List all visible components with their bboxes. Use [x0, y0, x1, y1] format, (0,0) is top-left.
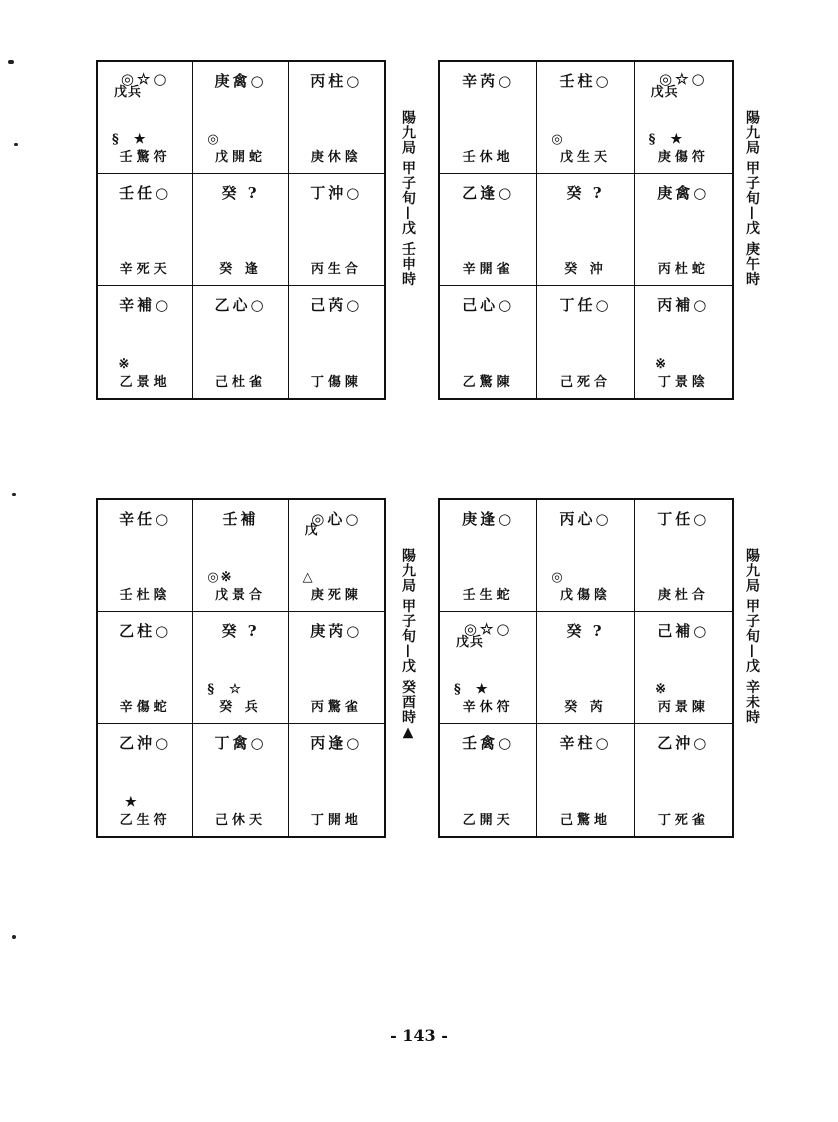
cell-bottom-text: 己杜雀 — [214, 375, 266, 390]
cell-top-text: 丁任○ — [657, 510, 710, 528]
palace-cell — [193, 500, 288, 612]
cell-bottom-text: 丁開地 — [310, 813, 362, 828]
cell-bottom-text: 辛休符 — [462, 700, 514, 715]
palace-cell — [635, 500, 732, 612]
palace-cell — [98, 62, 193, 174]
palace-cell — [537, 62, 634, 174]
cell-top-text: ◎心○ — [311, 510, 362, 528]
cell-bottom-text: 癸 沖 — [564, 262, 607, 277]
cell-top-text: 丙心○ — [559, 510, 612, 528]
palace-cell — [635, 62, 732, 174]
palace-cell — [289, 500, 384, 612]
palace-cell — [193, 286, 288, 398]
cell-above-text: ※ — [648, 357, 669, 372]
palace-cell — [98, 612, 193, 724]
cell-bottom-text: 丙景陳 — [657, 700, 709, 715]
cell-top-text: ◎☆○ — [463, 620, 513, 638]
panel-1-label: 陽九局 甲子旬—戊 壬申時 — [400, 110, 416, 287]
cell-above-text: ★ — [112, 795, 139, 810]
cell-top-text: ◎☆○ — [120, 70, 170, 88]
palace-cell — [537, 612, 634, 724]
cell-top-text: 乙沖○ — [657, 734, 710, 752]
cell-bottom-text: 庚死陳 — [310, 588, 362, 603]
cell-bottom-text: 己休天 — [214, 813, 266, 828]
cell-bottom-text: 丁景陰 — [657, 375, 709, 390]
cell-top-text: 壬禽○ — [462, 734, 515, 752]
cell-top-text: 丙逢○ — [310, 734, 363, 752]
cell-above-text: § ★ — [648, 132, 685, 147]
cell-top-text: 癸 ? — [566, 184, 605, 202]
cell-bottom-text: 乙生符 — [119, 813, 171, 828]
cell-top-text: 壬柱○ — [559, 72, 612, 90]
palace-cell — [635, 612, 732, 724]
cell-above-text: ◎ — [551, 570, 565, 585]
cell-bottom-text: 乙景地 — [119, 375, 171, 390]
scan-speck — [12, 493, 16, 496]
palace-cell — [440, 62, 537, 174]
cell-bottom-text: 壬生蛇 — [462, 588, 514, 603]
cell-bottom-text: 戊傷陰 — [559, 588, 611, 603]
cell-bottom-text: 辛傷蛇 — [119, 700, 171, 715]
cell-top-text: 癸 ? — [566, 622, 605, 640]
cell-bottom-text: 乙驚陳 — [462, 375, 514, 390]
palace-cell — [289, 724, 384, 836]
cell-top-text: 庚禽○ — [214, 72, 267, 90]
cell-bottom-text: 壬休地 — [462, 150, 514, 165]
cell-above-text: ※ — [648, 682, 669, 697]
palace-cell — [537, 174, 634, 286]
cell-top-text: 辛補○ — [119, 296, 172, 314]
scan-speck — [14, 143, 18, 146]
cell-bottom-text: 丙驚雀 — [310, 700, 362, 715]
cell-bottom-text: 丁傷陳 — [310, 375, 362, 390]
cell-bottom-text: 辛開雀 — [462, 262, 514, 277]
panel-3-label: 陽九局 甲子旬—戊 癸酉時▲ — [400, 548, 416, 742]
cell-top-text: 辛任○ — [119, 510, 172, 528]
palace-cell — [289, 612, 384, 724]
cell-top-text: 己芮○ — [310, 296, 363, 314]
cell-bottom-text: 癸 芮 — [564, 700, 607, 715]
cell-top-text: 己補○ — [657, 622, 710, 640]
qimen-chart-panel-1 — [96, 60, 386, 400]
cell-mid-text: 戊兵 — [650, 85, 679, 100]
cell-above-text: ◎ — [551, 132, 565, 147]
palace-cell — [98, 286, 193, 398]
palace-cell — [289, 62, 384, 174]
cell-top-text: 乙沖○ — [119, 734, 172, 752]
cell-top-text: 丁禽○ — [214, 734, 267, 752]
cell-bottom-text: 癸 兵 — [219, 700, 262, 715]
palace-cell — [98, 174, 193, 286]
cell-bottom-text: 戊開蛇 — [214, 150, 266, 165]
palace-cell — [289, 174, 384, 286]
palace-cell — [537, 286, 634, 398]
cell-top-text: 己心○ — [462, 296, 515, 314]
cell-above-text: § ★ — [112, 132, 148, 147]
cell-bottom-text: 戊生天 — [559, 150, 611, 165]
cell-bottom-text: 庚杜合 — [657, 588, 709, 603]
panel-2-label: 陽九局 甲子旬—戊 庚午時 — [744, 110, 760, 287]
palace-cell — [289, 286, 384, 398]
cell-top-text: 丁沖○ — [310, 184, 363, 202]
cell-top-text: 乙心○ — [214, 296, 267, 314]
palace-cell — [193, 724, 288, 836]
palace-cell — [635, 286, 732, 398]
cell-top-text: 乙柱○ — [119, 622, 172, 640]
palace-cell — [193, 612, 288, 724]
cell-top-text: ◎☆○ — [659, 70, 708, 88]
cell-above-text: § ☆ — [207, 682, 243, 697]
palace-cell — [440, 174, 537, 286]
qimen-chart-panel-3 — [96, 498, 386, 838]
page-number: - 143 - — [390, 1026, 448, 1045]
cell-bottom-text: 癸 逢 — [219, 262, 262, 277]
cell-mid-text: 戊兵 — [456, 635, 485, 650]
cell-bottom-text: 戊景合 — [214, 588, 266, 603]
cell-bottom-text: 己死合 — [559, 375, 611, 390]
cell-top-text: 庚芮○ — [310, 622, 363, 640]
cell-top-text: 壬補 — [222, 510, 259, 528]
palace-cell — [635, 724, 732, 836]
scan-speck — [12, 935, 16, 939]
qimen-chart-panel-4 — [438, 498, 734, 838]
scan-speck — [8, 60, 14, 64]
panel-4-label: 陽九局 甲子旬—戊 辛未時 — [744, 548, 760, 725]
cell-top-text: 癸 ? — [221, 622, 260, 640]
cell-bottom-text: 乙開天 — [462, 813, 514, 828]
cell-above-text: ◎ — [207, 132, 221, 147]
cell-top-text: 庚逢○ — [462, 510, 515, 528]
cell-bottom-text: 庚傷符 — [657, 150, 709, 165]
palace-cell — [193, 62, 288, 174]
cell-above-text: △ — [302, 570, 315, 585]
cell-bottom-text: 辛死天 — [119, 262, 171, 277]
cell-bottom-text: 丙生合 — [310, 262, 362, 277]
palace-cell — [635, 174, 732, 286]
cell-top-text: 辛芮○ — [462, 72, 515, 90]
palace-cell — [537, 724, 634, 836]
cell-bottom-text: 丁死雀 — [657, 813, 709, 828]
palace-cell — [98, 500, 193, 612]
palace-cell — [440, 500, 537, 612]
cell-above-text: ※ — [112, 357, 132, 372]
cell-top-text: 壬任○ — [119, 184, 172, 202]
cell-top-text: 辛柱○ — [559, 734, 612, 752]
cell-top-text: 乙逢○ — [462, 184, 515, 202]
cell-top-text: 庚禽○ — [657, 184, 710, 202]
palace-cell — [193, 174, 288, 286]
cell-bottom-text: 己驚地 — [559, 813, 611, 828]
cell-top-text: 丙補○ — [657, 296, 710, 314]
palace-cell — [537, 500, 634, 612]
cell-bottom-text: 壬驚符 — [119, 150, 171, 165]
cell-top-text: 癸 ? — [221, 184, 260, 202]
cell-above-text: ◎※ — [207, 570, 234, 585]
palace-cell — [98, 724, 193, 836]
cell-bottom-text: 庚休陰 — [310, 150, 362, 165]
cell-top-text: 丙柱○ — [310, 72, 363, 90]
qimen-chart-panel-2 — [438, 60, 734, 400]
cell-bottom-text: 壬杜陰 — [119, 588, 171, 603]
palace-cell — [440, 612, 537, 724]
cell-bottom-text: 丙杜蛇 — [657, 262, 709, 277]
cell-above-text: § ★ — [454, 682, 490, 697]
palace-cell — [440, 724, 537, 836]
cell-mid-text: 戊 — [304, 523, 319, 538]
cell-mid-text: 戊兵 — [114, 85, 143, 100]
cell-top-text: 丁任○ — [559, 296, 612, 314]
palace-cell — [440, 286, 537, 398]
